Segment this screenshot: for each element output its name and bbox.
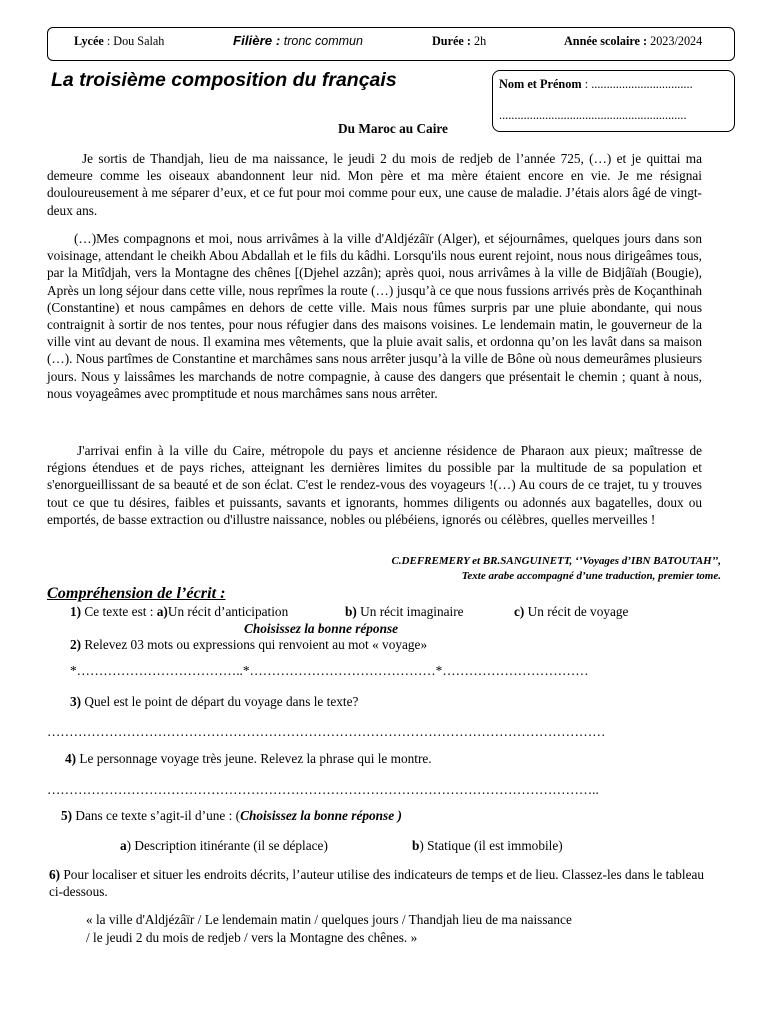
header-box	[47, 27, 735, 61]
q1-option-c-letter: c)	[514, 604, 525, 619]
question-1	[70, 604, 288, 620]
paragraph-2-text: (…)Mes compagnons et moi, nous arrivâmes à la ville d'Aldjézâïr (Alger), et séjournâmes, quelques jours dans son voisinage, attendant le cheikh Abou Abdallah et le fils du kâdhi. Lorsqu'ils nous eurent rejoint, nous nous dirigeâmes tous, par la Mitîdjah, vers la Montagne des chênes [(Djehel azzân); après quoi, nous arrivâmes à la ville de Bidjâïah (Bougie), Après un long séjour dans cette ville, nous reprîmes la route (…) jusqu’à ce que nous fussions arrivés près de Koçanthinah (Constantine) et nous campâmes en dehors de cette ville. Mais nous fûmes surpris par une pluie abondante, qui nous contraignit à sortir de nos tentes, pour nous réfugier dans des maisons voisines. Le lendemain matin, le gouverneur de la ville vint au devant de nous. Il examina mes vêtements, que la pluie avait salis, et ordonna qu’on les lavât dans sa maison (…). Nous partîmes de Constantine et marchâmes sans nous arrêter jusqu’à la ville de Bône où nous demeurâmes plusieurs jours. Nous y laissâmes les marchands de notre compagnie, à cause des dangers que présentait le chemin ; quant à nous, nous voyageâmes avec promptitude et nous marchâmes sans nous arrêter.	[47, 231, 702, 401]
q1-option-c[interactable]: Un récit de voyage	[524, 604, 629, 619]
q3-text: Quel est le point de départ du voyage dans le texte?	[81, 694, 359, 709]
q4-answer-line[interactable]: ……………………………………………………………………………………………………………..	[47, 782, 599, 797]
question-6	[49, 866, 721, 900]
header-duree	[432, 34, 486, 49]
section-title: Compréhension de l’écrit :	[47, 584, 226, 602]
lycee-label: Lycée	[74, 34, 104, 48]
q5-option-a[interactable]: ) Description itinérante (il se déplace)	[126, 838, 328, 853]
text-title: Du Maroc au Caire	[338, 121, 448, 136]
q1-option-b-wrap	[345, 604, 464, 620]
q2-number: 2)	[70, 637, 82, 652]
question-5	[61, 808, 402, 824]
q1-text: Ce texte est :	[81, 604, 157, 619]
q1-instruction: Choisissez la bonne réponse	[244, 621, 399, 636]
q2-text: Relevez 03 mots ou expressions qui renvoient au mot « voyage»	[81, 637, 428, 652]
q1-option-a[interactable]: Un récit d’anticipation	[167, 604, 289, 619]
q6-list-line-2: / le jeudi 2 du mois de redjeb / vers la Montagne des chênes. »	[86, 930, 418, 945]
paragraph-3-text: J'arrivai enfin à la ville du Caire, métropole du pays et ancienne résidence de Pharaon aux pieux; maîtresse de régions étendues et de pays riches, atteignant les dernières limites du possible par la multitude de sa population et s'enorgueillissant de sa beauté et de son éclat. C'est le rendez-vous des voyageurs !(…) Au cours de ce trajet, tu y trouves tout ce que tu désires, faibles et puissants, savants et ignorants, hommes diligents ou adonnés aux bagatelles, doux ou emportés, de basse extraction ou d'illustre naissance, nobles ou plébéiens, ignorés ou célèbres, quelles merveilles !	[47, 443, 702, 527]
lycee-value: : Dou Salah	[103, 34, 165, 48]
q5-number: 5)	[61, 808, 73, 823]
q6-text: Pour localiser et situer les endroits décrits, l’auteur utilise des indicateurs de temps et de lieu. Classez-les dans le tableau ci-dessous.	[49, 867, 705, 900]
header-filiere	[233, 33, 363, 49]
q1-option-c-wrap	[514, 604, 628, 620]
filiere-label: Filière :	[233, 33, 281, 48]
q5-option-b[interactable]: ) Statique (il est immobile)	[419, 838, 563, 853]
name-line-2[interactable]: .............................................................	[499, 108, 687, 122]
q5-option-b-letter: b	[412, 838, 420, 853]
paragraph-2	[47, 230, 702, 402]
name-dots-1: : .................................	[581, 77, 693, 91]
header-lycee	[74, 34, 164, 49]
header-annee	[564, 34, 702, 49]
question-3	[70, 694, 358, 710]
q1-option-b[interactable]: Un récit imaginaire	[356, 604, 464, 619]
q4-text: Le personnage voyage très jeune. Relevez la phrase qui le montre.	[76, 751, 432, 766]
name-line-1[interactable]	[499, 77, 693, 92]
q5-option-b-wrap	[412, 838, 563, 854]
name-label: Nom et Prénom	[499, 77, 582, 91]
q5-option-a-wrap	[120, 838, 328, 854]
duree-value: 2h	[470, 34, 487, 48]
q3-answer-line[interactable]: ………………………………………………………………………………………………………………	[47, 724, 606, 739]
q5-instruction: Choisissez la bonne réponse )	[240, 808, 402, 823]
q5-option-a-letter: a	[120, 838, 127, 853]
q5-text: Dans ce texte s’agit-il d’une : (	[72, 808, 241, 823]
q1-option-a-letter: a)	[156, 604, 168, 619]
q4-number: 4)	[65, 751, 77, 766]
source-line-1: C.DEFREMERY et BR.SANGUINETT, ‘’Voyages d’IBN BATOUTAH’’,	[391, 555, 721, 567]
q2-answer-line[interactable]: *………………………………..*……………………………………*……………………………	[70, 663, 589, 678]
paragraph-1-text: Je sortis de Thandjah, lieu de ma naissance, le jeudi 2 du mois de redjeb de l’année 725, (…) et je quittai ma demeure comme les oiseaux abandonnent leur nid. Mon père et ma mère étaient encore en vie. Je me résignai douloureusement à me séparer d’eux, et ce fut pour moi comme pour eux, une cause de maladie. J’étais alors âgé de vingt-deux ans.	[47, 151, 702, 218]
paragraph-3	[47, 442, 702, 528]
q1-number: 1)	[70, 604, 82, 619]
q3-number: 3)	[70, 694, 82, 709]
duree-label: Durée :	[432, 34, 471, 48]
filiere-value: tronc commun	[280, 34, 363, 48]
annee-value: 2023/2024	[647, 34, 703, 48]
q1-option-b-letter: b)	[345, 604, 357, 619]
q6-list-line-1: « la ville d'Aldjézâïr / Le lendemain matin / quelques jours / Thandjah lieu de ma naissance	[86, 912, 572, 927]
annee-label: Année scolaire :	[564, 34, 648, 48]
q6-number: 6)	[49, 867, 61, 882]
page-title: La troisième composition du français	[51, 69, 397, 91]
paragraph-1	[47, 150, 702, 219]
question-2	[70, 637, 427, 653]
source-line-2: Texte arabe accompagné d’une traduction, premier tome.	[461, 570, 721, 582]
question-4	[65, 751, 432, 767]
